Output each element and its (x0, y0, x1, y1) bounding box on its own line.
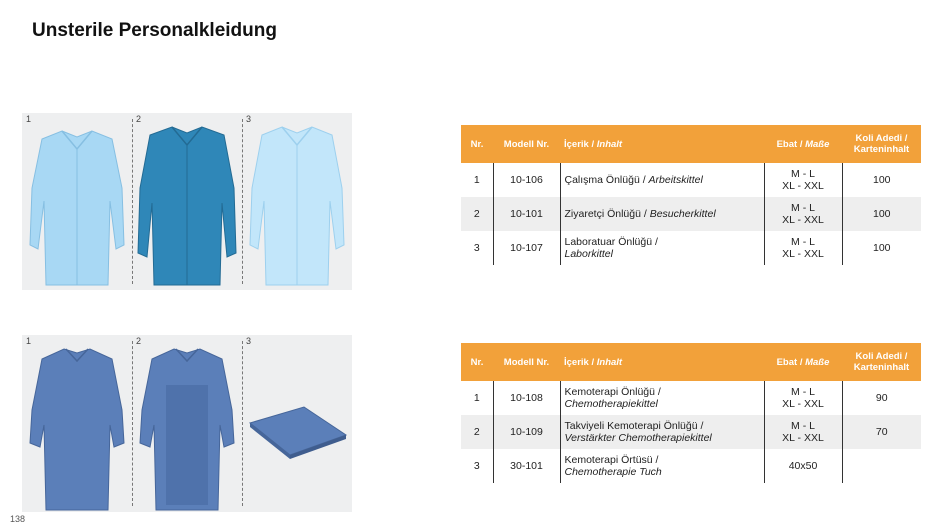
cell-description: Kemoterapi Örtüsü / Chemotherapie Tuch (560, 449, 764, 483)
cell-description: Kemoterapi Önlüğü / Chemotherapiekittel (560, 381, 764, 415)
cell-size: M - L XL - XXL (764, 231, 842, 265)
cell-quantity: 100 (872, 242, 891, 254)
product-image-slot (22, 113, 132, 290)
cell-model: 10-106 (493, 163, 560, 197)
page-number: 138 (10, 514, 26, 524)
cell-quantity: 70 (842, 415, 921, 449)
image-label: 3 (246, 336, 252, 346)
product-image-panel-chemo (22, 335, 352, 512)
chemo-gown-image (22, 335, 132, 512)
dark-blue-coat-image (132, 113, 242, 290)
cell-model: 30-101 (493, 449, 560, 483)
table-row (461, 197, 921, 231)
cell-description: Takviyeli Kemoterapi Önlüğü / Verstärkter Chemotherapiekittel (560, 415, 764, 449)
table-header-row (461, 125, 921, 163)
header-nr: Nr. (461, 125, 493, 163)
cell-nr: 1 (473, 392, 480, 404)
header-model: Modell Nr. (493, 343, 560, 381)
image-label: 2 (136, 114, 142, 124)
product-image-panel-coats (22, 113, 352, 290)
image-label: 2 (136, 336, 142, 346)
pale-blue-coat-image (242, 113, 352, 290)
cell-description: Ziyaretçi Önlüğü / Besucherkittel (560, 197, 764, 231)
product-table-coats (461, 125, 921, 265)
cell-quantity: 100 (872, 174, 891, 186)
chemo-cloth-image (242, 335, 352, 512)
header-content: İçerik / Inhalt (560, 343, 764, 381)
cell-nr: 3 (473, 460, 480, 472)
header-quantity: Koli Adedi / Karteninhalt (842, 343, 921, 381)
header-model: Modell Nr. (493, 125, 560, 163)
product-image-slot (132, 113, 242, 290)
cell-size: M - L XL - XXL (764, 163, 842, 197)
header-size: Ebat / Maße (764, 125, 842, 163)
header-content: İçerik / Inhalt (560, 125, 764, 163)
product-table-chemo (461, 343, 921, 483)
table-row (461, 231, 921, 265)
header-size: Ebat / Maße (764, 343, 842, 381)
cell-size: 40x50 (764, 449, 842, 483)
table-row (461, 381, 921, 415)
table-row (461, 163, 921, 197)
cell-nr: 2 (461, 415, 493, 449)
reinforced-chemo-gown-image (132, 335, 242, 512)
cell-nr: 3 (473, 242, 480, 254)
cell-quantity: 90 (875, 392, 888, 404)
image-label: 1 (26, 336, 32, 346)
product-image-slot (22, 335, 132, 512)
cell-description: Çalışma Önlüğü / Arbeitskittel (560, 163, 764, 197)
product-image-slot (242, 335, 352, 512)
table-row (461, 449, 921, 483)
cell-model: 10-107 (493, 231, 560, 265)
cell-model: 10-108 (493, 381, 560, 415)
image-label: 3 (246, 114, 252, 124)
product-image-slot (242, 113, 352, 290)
cell-quantity: 100 (842, 197, 921, 231)
table-row (461, 415, 921, 449)
header-quantity: Koli Adedi / Karteninhalt (842, 125, 921, 163)
product-image-slot (132, 335, 242, 512)
image-label: 1 (26, 114, 32, 124)
table-header-row (461, 343, 921, 381)
cell-description: Laboratuar Önlüğü / Laborkittel (560, 231, 764, 265)
header-nr: Nr. (461, 343, 493, 381)
light-blue-coat-image (22, 113, 132, 290)
cell-model: 10-109 (493, 415, 560, 449)
page-title: Unsterile Personalkleidung (32, 20, 277, 41)
cell-nr: 2 (461, 197, 493, 231)
cell-size: M - L XL - XXL (764, 415, 842, 449)
cell-model: 10-101 (493, 197, 560, 231)
cell-quantity (842, 449, 921, 483)
cell-size: M - L XL - XXL (764, 381, 842, 415)
cell-nr: 1 (473, 174, 480, 186)
cell-size: M - L XL - XXL (764, 197, 842, 231)
